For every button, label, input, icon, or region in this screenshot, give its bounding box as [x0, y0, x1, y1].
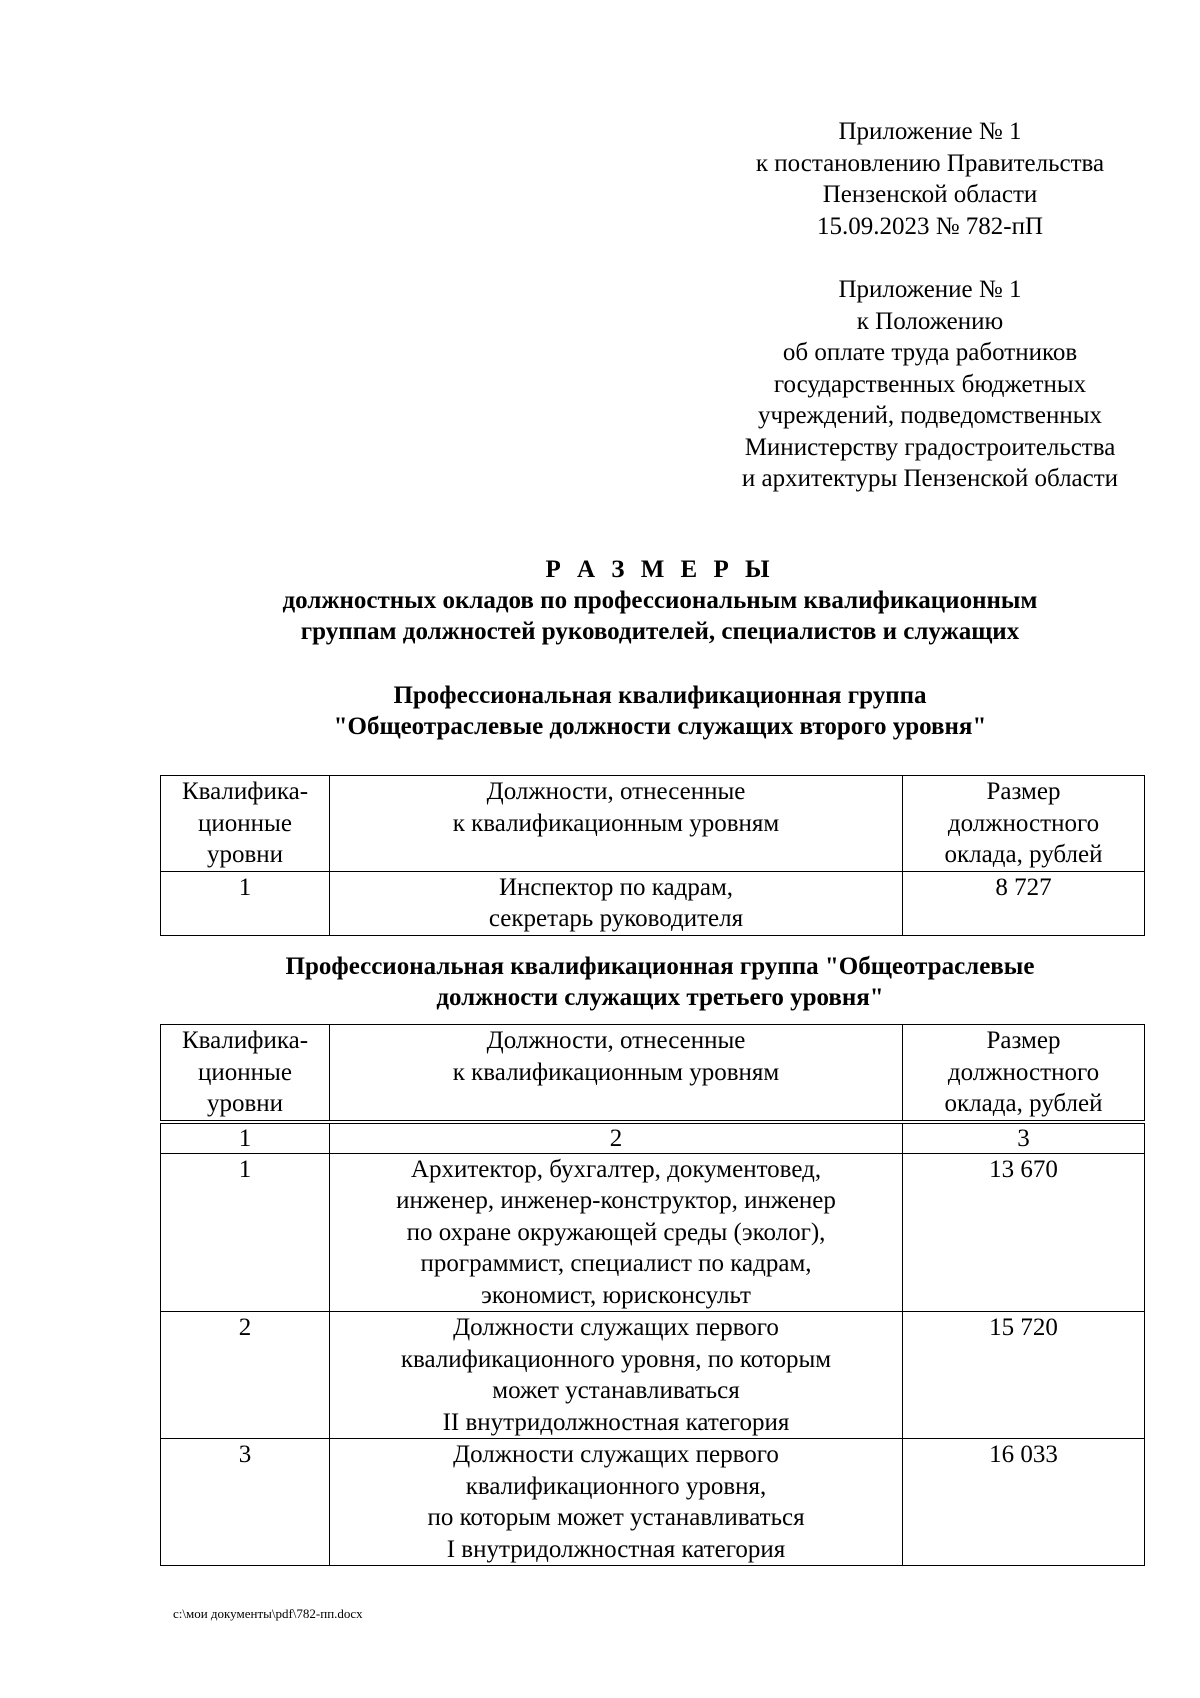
header-line: к квалификационным уровням — [452, 1058, 780, 1086]
appendix-line: Приложение № 1 — [838, 276, 1022, 303]
position-line: экономист, юрисконсульт — [481, 1281, 751, 1309]
column-number: 1 — [161, 1122, 330, 1154]
appendix-line: Министерству градостроительства — [744, 433, 1116, 461]
column-number-row — [161, 1122, 1145, 1154]
cell-level: 1 — [161, 871, 330, 935]
header-line: оклада, рублей — [944, 1090, 1103, 1117]
position-line: программист, специалист по кадрам, — [420, 1250, 812, 1277]
cell-salary: 16 033 — [903, 1439, 1145, 1566]
subtitle-line: группам должностей руководителей, специалистов и служащих — [300, 618, 1020, 645]
header-line: ционные — [198, 1058, 292, 1086]
file-path-footer: c:\мои документы\pdf\782-пп.docx — [173, 1606, 363, 1621]
position-line: инженер, инженер-конструктор, инженер — [396, 1187, 836, 1214]
appendix-line: к Положению — [856, 307, 1004, 335]
header-line: Квалифика- — [181, 1027, 309, 1054]
cell-positions — [330, 1153, 903, 1312]
header-line: уровни — [206, 841, 284, 868]
header-line: ционные — [198, 809, 292, 837]
table-row — [161, 1153, 1145, 1312]
position-line: по охране окружающей среды (эколог), — [406, 1218, 826, 1246]
position-line: может устанавливаться — [492, 1377, 740, 1404]
header-salary — [903, 776, 1145, 872]
subtitle-line: должностных окладов по профессиональным квалификационным — [282, 587, 1038, 614]
cell-salary: 8 727 — [903, 871, 1145, 935]
group-heading-line: "Общеотраслевые должности служащих второго уровня" — [333, 713, 987, 740]
header-line: уровни — [206, 1090, 284, 1117]
appendix-line: Приложение № 1 — [838, 118, 1022, 145]
column-number: 2 — [330, 1122, 903, 1154]
group-heading-line: Профессиональная квалификационная группа "Общеотраслевые — [285, 953, 1035, 980]
cell-salary: 15 720 — [903, 1312, 1145, 1439]
salary-table-group1 — [160, 775, 1145, 936]
table-row — [161, 871, 1145, 935]
appendix-line: об оплате труда работников — [782, 339, 1078, 366]
header-levels — [161, 776, 330, 872]
table-header-row — [161, 1025, 1145, 1122]
position-line: секретарь руководителя — [488, 905, 744, 932]
position-line: квалификационного уровня, — [465, 1472, 767, 1500]
appendix-line: к постановлению Правительства — [755, 149, 1105, 177]
header-salary — [903, 1025, 1145, 1122]
header-line: к квалификационным уровням — [452, 809, 780, 837]
cell-level: 1 — [161, 1153, 330, 1312]
position-line: Инспектор по кадрам, — [498, 873, 734, 901]
header-line: Размер — [986, 778, 1061, 805]
header-positions — [330, 776, 903, 872]
group-heading-line: должности служащих третьего уровня" — [436, 984, 884, 1011]
cell-level: 2 — [161, 1312, 330, 1439]
group-heading-line: Профессиональная квалификационная группа — [393, 682, 927, 709]
cell-positions — [330, 1312, 903, 1439]
table-row — [161, 1312, 1145, 1439]
header-positions — [330, 1025, 903, 1122]
header-line: Квалифика- — [181, 778, 309, 805]
appendix-to-resolution — [680, 116, 1180, 242]
table-row — [161, 1439, 1145, 1566]
appendix-line: 15.09.2023 № 782-пП — [816, 212, 1044, 240]
position-line: Должности служащих первого — [453, 1441, 779, 1468]
position-line: Должности служащих первого — [453, 1314, 779, 1341]
position-line: I внутридолжностная категория — [446, 1535, 786, 1563]
appendix-line: Пензенской области — [822, 181, 1038, 208]
position-line: Архитектор, бухгалтер, документовед, — [410, 1155, 822, 1183]
position-line: квалификационного уровня, по которым — [400, 1345, 832, 1373]
appendix-line: учреждений, подведомственных — [757, 402, 1103, 429]
group1-heading — [160, 680, 1160, 742]
cell-positions — [330, 1439, 903, 1566]
cell-level: 3 — [161, 1439, 330, 1566]
header-line: должностного — [947, 809, 1100, 837]
header-line: Размер — [986, 1027, 1061, 1054]
appendix-line: государственных бюджетных — [773, 370, 1087, 398]
title-text: Р А З М Е Р Ы — [545, 556, 775, 583]
cell-positions — [330, 871, 903, 935]
document-title — [160, 554, 1160, 585]
appendix-to-regulation — [680, 274, 1180, 495]
salary-table-group2 — [160, 1024, 1145, 1566]
document-subtitle — [160, 585, 1160, 647]
appendix-line: и архитектуры Пензенской области — [741, 465, 1119, 492]
position-line: II внутридолжностная категория — [442, 1408, 790, 1436]
group2-heading — [160, 951, 1160, 1013]
header-line: должностного — [947, 1058, 1100, 1086]
position-line: по которым может устанавливаться — [427, 1504, 805, 1531]
header-levels — [161, 1025, 330, 1122]
header-line: Должности, отнесенные — [486, 1027, 746, 1054]
header-line: Должности, отнесенные — [486, 778, 746, 805]
column-number: 3 — [903, 1122, 1145, 1154]
table-header-row — [161, 776, 1145, 872]
header-line: оклада, рублей — [944, 841, 1103, 868]
cell-salary: 13 670 — [903, 1153, 1145, 1312]
